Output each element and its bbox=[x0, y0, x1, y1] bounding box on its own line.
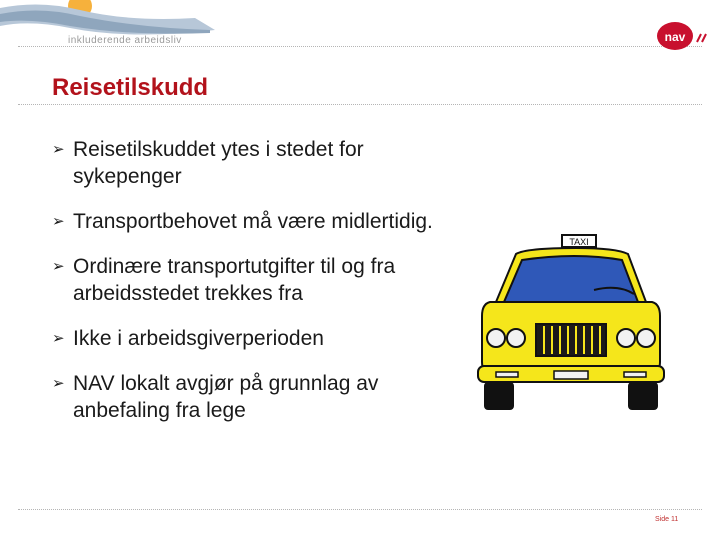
footer-divider bbox=[18, 509, 702, 510]
bullet-text: Transportbehovet må være midlertidig. bbox=[73, 210, 433, 233]
bullet-text: Ordinære transportutgifter til og fra arbeidsstedet trekkes fra bbox=[73, 255, 396, 305]
bullet-item bbox=[52, 370, 452, 424]
arrow-bullet-icon: ➢ bbox=[52, 258, 65, 275]
bullet-item bbox=[52, 136, 452, 190]
bullet-text: Reisetilskuddet ytes i stedet for sykepenger bbox=[73, 138, 364, 188]
nav-logo bbox=[645, 18, 707, 54]
bullet-item bbox=[52, 253, 452, 307]
taxi-icon bbox=[476, 232, 666, 422]
arrow-bullet-icon: ➢ bbox=[52, 330, 65, 347]
bullet-text: Ikke i arbeidsgiverperioden bbox=[73, 327, 324, 350]
ia-logo-text: inkluderende arbeidsliv bbox=[68, 35, 182, 46]
page-number: Side 11 bbox=[655, 516, 679, 523]
bullet-text: NAV lokalt avgjør på grunnlag av anbefaling fra lege bbox=[73, 372, 379, 422]
bullet-item bbox=[52, 208, 452, 235]
title-divider bbox=[18, 104, 702, 105]
bullet-list bbox=[52, 136, 452, 442]
taxi-sign-text: TAXI bbox=[569, 237, 589, 247]
slide-title: Reisetilskudd bbox=[52, 74, 209, 101]
nav-logo-text: nav bbox=[664, 30, 686, 44]
arrow-bullet-icon: ➢ bbox=[52, 141, 65, 158]
bullet-item bbox=[52, 325, 452, 352]
header-divider bbox=[18, 46, 702, 47]
arrow-bullet-icon: ➢ bbox=[52, 375, 65, 392]
arrow-bullet-icon: ➢ bbox=[52, 213, 65, 230]
